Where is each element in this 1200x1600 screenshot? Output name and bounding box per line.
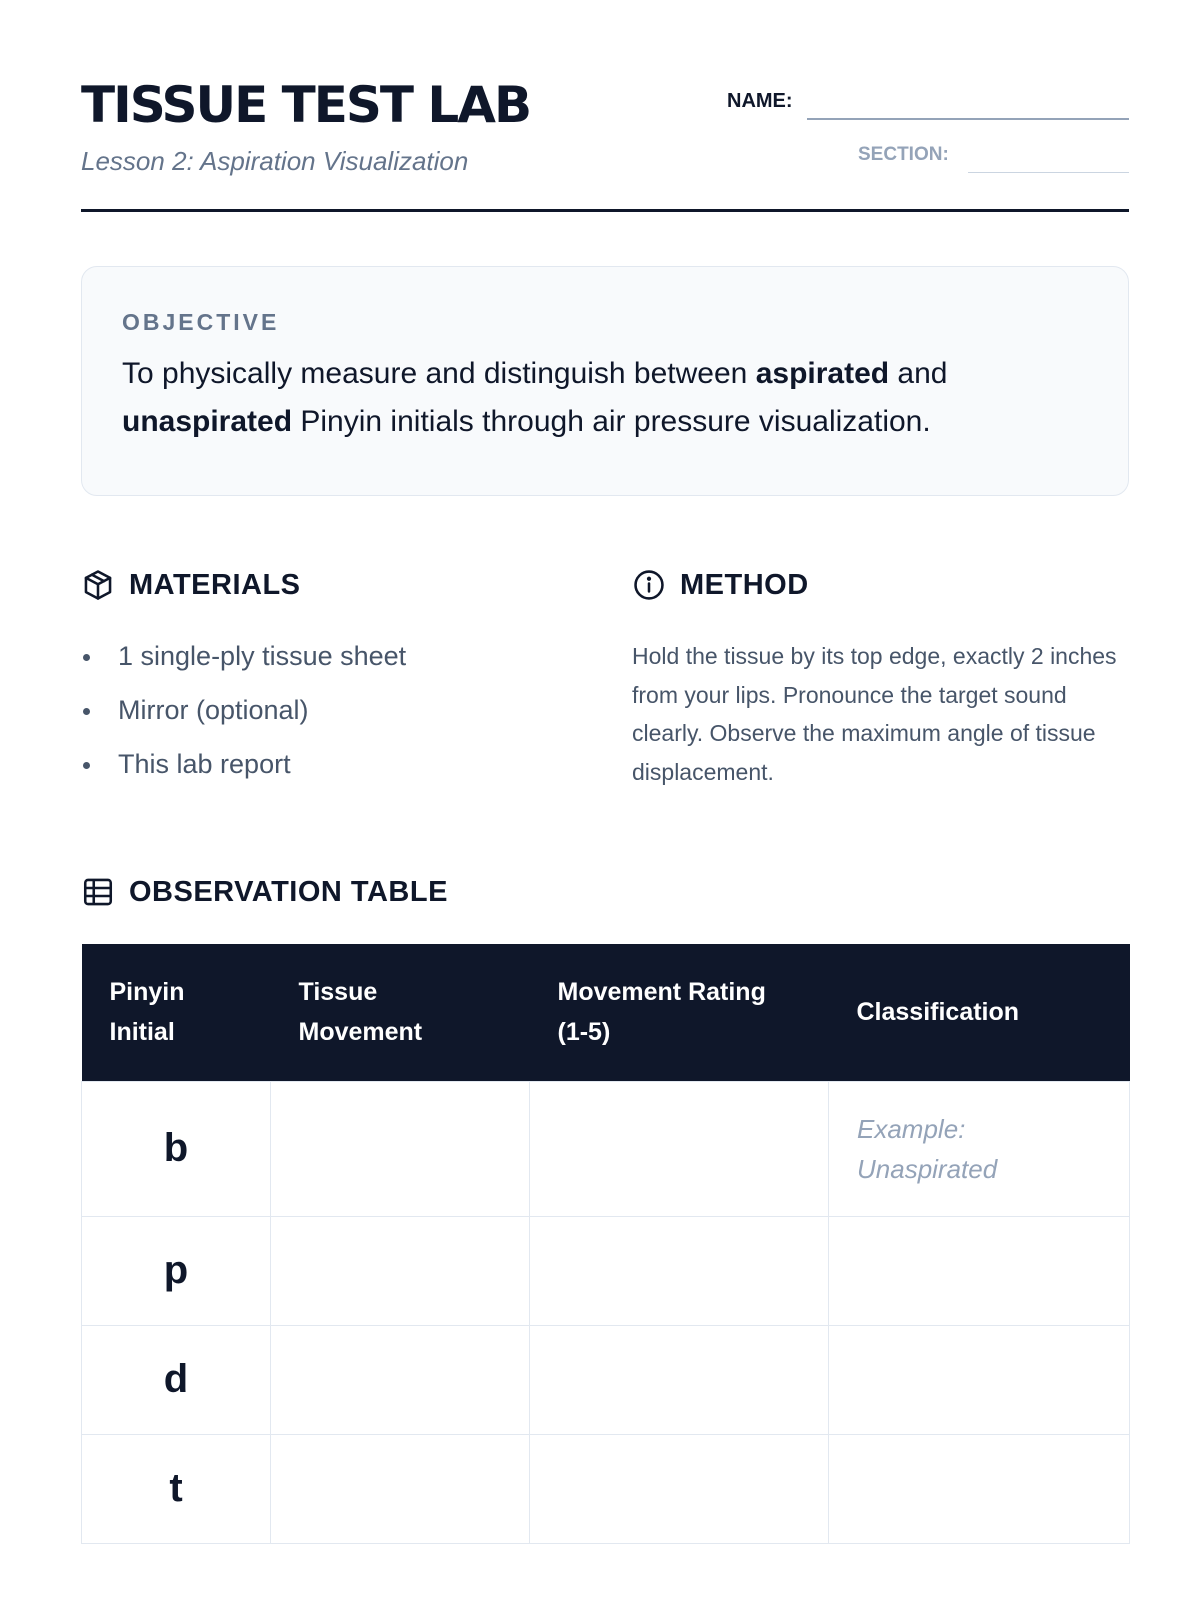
classification-cell[interactable]	[829, 1325, 1130, 1434]
pinyin-initial-cell: t	[82, 1434, 271, 1543]
observation-table-heading-label: OBSERVATION TABLE	[129, 875, 448, 908]
pinyin-initial-cell: d	[82, 1325, 271, 1434]
column-header: Classification	[829, 944, 1130, 1081]
objective-bold-unaspirated: unaspirated	[122, 405, 293, 438]
movement-rating-cell[interactable]	[530, 1216, 829, 1325]
materials-heading-label: MATERIALS	[129, 568, 301, 601]
name-label: NAME:	[727, 90, 793, 112]
objective-heading: OBJECTIVE	[122, 309, 280, 335]
report-header	[81, 0, 1129, 212]
observation-table-heading	[81, 875, 448, 909]
info-icon	[632, 568, 666, 602]
table-row	[82, 1434, 1130, 1543]
objective-text-part: and	[889, 357, 948, 390]
column-header: Movement Rating (1-5)	[530, 944, 829, 1081]
pinyin-initial-cell: b	[82, 1081, 271, 1216]
objective-text-part: To physically measure and distinguish between	[122, 357, 756, 390]
objective-bold-aspirated: aspirated	[755, 357, 890, 390]
list-item: Mirror (optional)	[81, 690, 406, 744]
tissue-movement-cell[interactable]	[271, 1081, 530, 1216]
table-header-row	[82, 944, 1130, 1081]
table-row	[82, 1081, 1130, 1216]
objective-text-part: Pinyin initials through air pressure visualization.	[292, 405, 931, 438]
table-row	[82, 1325, 1130, 1434]
objective-text	[122, 350, 1088, 446]
lab-report-page	[81, 0, 1129, 1510]
classification-cell[interactable]	[829, 1216, 1130, 1325]
column-header: Tissue Movement	[271, 944, 530, 1081]
page-title: TISSUE TEST LAB	[81, 76, 531, 134]
tissue-movement-cell[interactable]	[271, 1325, 530, 1434]
classification-cell[interactable]	[829, 1434, 1130, 1543]
column-header: Pinyin Initial	[82, 944, 271, 1081]
objective-panel	[81, 266, 1129, 496]
section-label: SECTION:	[858, 144, 949, 165]
table-icon	[81, 875, 115, 909]
tissue-movement-cell[interactable]	[271, 1434, 530, 1543]
movement-rating-cell[interactable]	[530, 1434, 829, 1543]
method-text: Hold the tissue by its top edge, exactly 2 inches from your lips. Pronounce the target sound clearly. Observe the maximum angle of tissue displacement.	[632, 643, 1117, 785]
classification-cell[interactable]: Example: Unaspirated	[829, 1081, 1130, 1216]
materials-list	[81, 636, 406, 798]
method-heading	[632, 568, 809, 602]
movement-rating-cell[interactable]	[530, 1325, 829, 1434]
lesson-subtitle: Lesson 2: Aspiration Visualization	[81, 146, 469, 176]
observation-table	[81, 944, 1130, 1544]
table-row	[82, 1216, 1130, 1325]
name-field[interactable]	[807, 118, 1129, 120]
list-item: 1 single-ply tissue sheet	[81, 636, 406, 690]
method-heading-label: METHOD	[680, 568, 809, 601]
materials-heading	[81, 568, 301, 602]
box-icon	[81, 568, 115, 602]
movement-rating-cell[interactable]	[530, 1081, 829, 1216]
tissue-movement-cell[interactable]	[271, 1216, 530, 1325]
section-field[interactable]	[968, 172, 1129, 173]
list-item: This lab report	[81, 744, 406, 798]
pinyin-initial-cell: p	[82, 1216, 271, 1325]
